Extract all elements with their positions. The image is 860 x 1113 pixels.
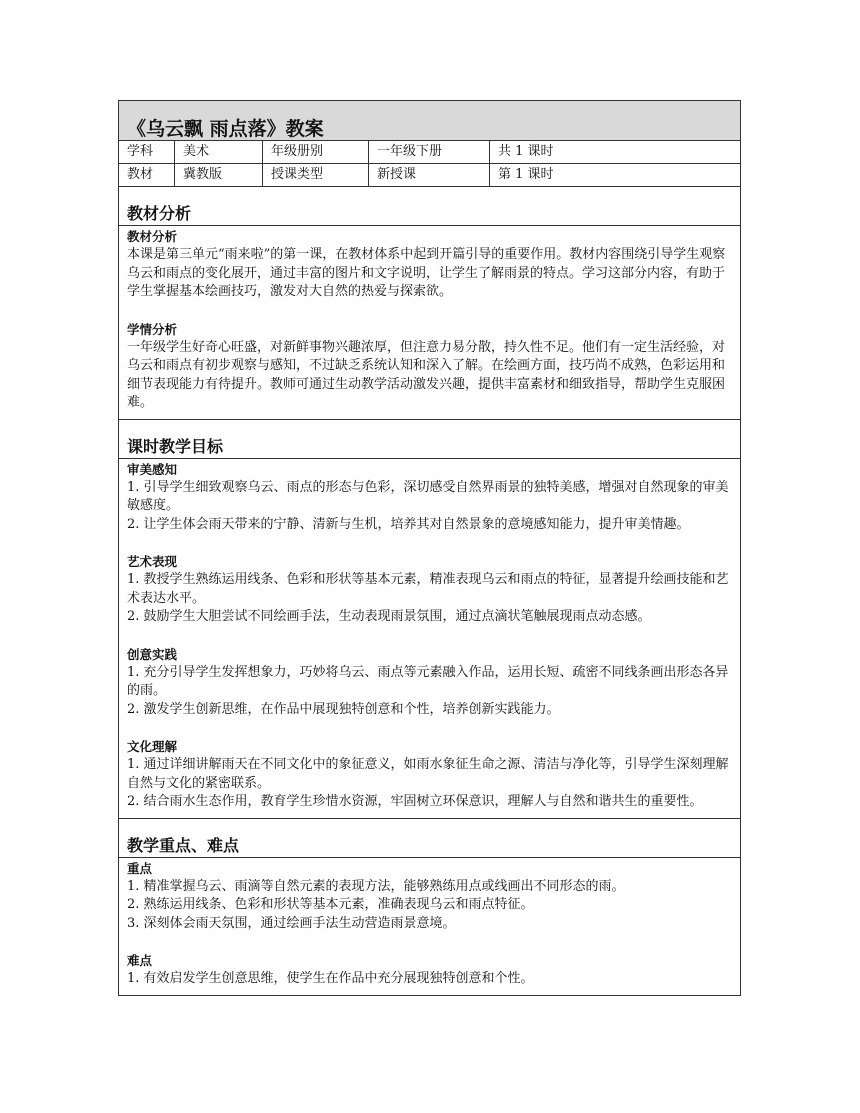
section-heading-goals: 课时教学目标 [118, 420, 741, 459]
meta-row-2 [118, 164, 741, 187]
list-item: 1. 引导学生细致观察乌云、雨点的形态与色彩，深切感受自然界雨景的独特美感，增强对自然现象的审美敏感度。 [127, 479, 729, 513]
list-item: 1. 有效启发学生创意思维，使学生在作品中充分展现独特创意和个性。 [127, 971, 534, 986]
meta-cell: 教材 [119, 164, 175, 186]
section-body-focus [118, 858, 741, 996]
meta-cell: 美术 [175, 141, 263, 163]
meta-cell: 共 1 课时 [498, 144, 554, 159]
meta-cell: 第 1 课时 [498, 167, 554, 182]
list-item: 2. 结合雨水生态作用，教育学生珍惜水资源，牢固树立环保意识，理解人与自然和谐共生的重要性。 [127, 794, 703, 809]
meta-cell: 授课类型 [263, 164, 369, 186]
meta-cell: 新授课 [369, 164, 490, 186]
subheading: 审美感知 [127, 461, 178, 477]
document-title: 《乌云飘 雨点落》教案 [118, 100, 741, 141]
subheading: 难点 [127, 953, 153, 968]
section-heading-focus: 教学重点、难点 [118, 819, 741, 858]
paragraph: 一年级学生好奇心旺盛，对新鲜事物兴趣浓厚，但注意力易分散，持久性不足。他们有一定生活经验，对乌云和雨点有初步观察与感知，不过缺乏系统认知和深入了解。在绘画方面，技巧尚不成熟，色彩运用和细节表现能力有待提升。教师可通过生动教学活动激发兴趣，提供丰富素材和细致指导，帮助学生克服困难。 [127, 339, 726, 410]
meta-cell: 年级册别 [263, 141, 369, 163]
meta-cell: 一年级下册 [369, 141, 490, 163]
meta-row-1 [118, 141, 741, 164]
section-body-goals [118, 459, 741, 819]
subheading: 创意实践 [127, 646, 178, 662]
meta-cell: 冀教版 [175, 164, 263, 186]
section-body-analysis [118, 226, 741, 420]
list-item: 3. 深刻体会雨天氛围，通过绘画手法生动营造雨景意境。 [127, 915, 456, 931]
list-item: 1. 通过详细讲解雨天在不同文化中的象征意义，如雨水象征生命之源、清洁与净化等，引导学生深刻理解自然与文化的紧密联系。 [127, 757, 729, 791]
list-item: 2. 让学生体会雨天带来的宁静、清新与生机，培养其对自然景象的意境感知能力，提升审美情趣。 [127, 516, 690, 532]
subheading: 艺术表现 [127, 554, 178, 569]
list-item: 1. 教授学生熟练运用线条、色彩和形状等基本元素，精准表现乌云和雨点的特征，显著提升绘画技能和艺术表达水平。 [127, 572, 729, 606]
list-item: 1. 精准掌握乌云、雨滴等自然元素的表现方法，能够熟练用点或线画出不同形态的雨。 [127, 878, 625, 894]
list-item: 2. 鼓励学生大胆尝试不同绘画手法，生动表现雨景氛围，通过点滴状笔触展现雨点动态感。 [127, 609, 651, 624]
section-heading-analysis: 教材分析 [118, 187, 741, 226]
paragraph: 本课是第三单元“雨来啦”的第一课，在教材体系中起到开篇引导的重要作用。教材内容围绕引导学生观察乌云和雨点的变化展开，通过丰富的图片和文字说明，让学生了解雨景的特点。学习这部分内容，有助于学生掌握基本绘画技巧，激发对大自然的热爱与探索欲。 [127, 247, 726, 299]
list-item: 1. 充分引导学生发挥想象力，巧妙将乌云、雨点等元素融入作品，运用长短、疏密不同线条画出形态各异的雨。 [127, 664, 729, 698]
list-item: 2. 熟练运用线条、色彩和形状等基本元素，准确表现乌云和雨点特征。 [127, 897, 534, 912]
subheading: 文化理解 [127, 739, 178, 754]
meta-cell: 学科 [119, 141, 175, 163]
subheading: 重点 [127, 860, 153, 876]
list-item: 2. 激发学生创新思维，在作品中展现独特创意和个性，培养创新实践能力。 [127, 701, 560, 717]
lesson-plan-document [118, 100, 741, 996]
subheading: 学情分析 [127, 321, 178, 337]
subheading: 教材分析 [127, 229, 178, 244]
